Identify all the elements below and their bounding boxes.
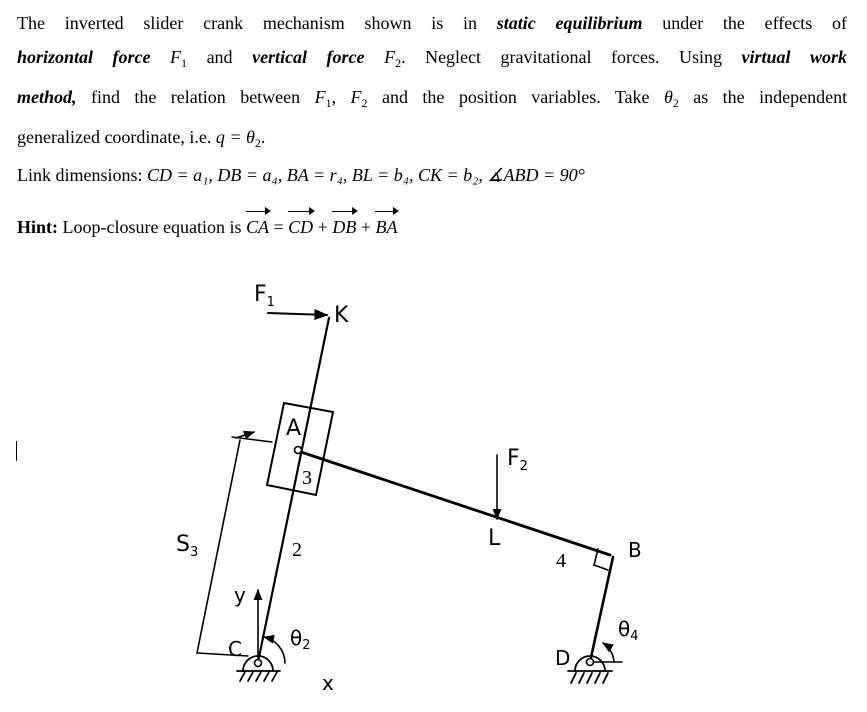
vector-ba: BA bbox=[375, 210, 397, 244]
label-d: D bbox=[555, 646, 571, 670]
label-y: y bbox=[234, 583, 246, 607]
force-f1-arrow bbox=[268, 313, 327, 315]
hint: Hint: Loop-closure equation is CA = CD + DB + BA bbox=[17, 210, 847, 244]
label-link-4: 4 bbox=[556, 550, 566, 572]
pin-a bbox=[295, 447, 302, 454]
label-f1: $F_1$ bbox=[254, 282, 275, 310]
label-link-3: 3 bbox=[302, 467, 312, 489]
pin-d bbox=[587, 659, 594, 666]
label-s3: $S_3$ bbox=[176, 532, 199, 560]
statement-line-2: horizontal force $F_1$ and vertical force $F_2$. Neglect gravitational forces. Using virtual work bbox=[17, 47, 848, 70]
label-link-2: 2 bbox=[292, 539, 302, 561]
s3-dimension-line bbox=[197, 440, 240, 653]
pin-c bbox=[255, 660, 262, 667]
label-theta4: $\theta_4$ bbox=[618, 617, 639, 644]
label-c: C bbox=[228, 637, 242, 661]
link-db bbox=[590, 557, 613, 662]
theta4-arc bbox=[603, 643, 614, 662]
label-k: K bbox=[334, 303, 349, 328]
label-f2: $F_2$ bbox=[507, 446, 528, 474]
label-a: A bbox=[286, 416, 302, 441]
s3-extension-top bbox=[232, 437, 272, 442]
vector-cd: CD bbox=[288, 210, 313, 244]
label-theta2: $\theta_2$ bbox=[290, 626, 311, 653]
dimension-equations: CD = a₁, DB = a₄, BA = r₄, BL = b₄, CK = b₂, ∡ABD = 90° bbox=[147, 165, 585, 185]
link-dimensions: Link dimensions: CD = a₁, DB = a₄, BA = r₄, BL = b₄, CK = b₂, ∡ABD = 90° bbox=[17, 165, 585, 185]
vector-ca: CA bbox=[246, 210, 269, 244]
label-x: x bbox=[322, 671, 334, 695]
s3-arrow bbox=[236, 432, 254, 438]
link-4 bbox=[298, 451, 610, 555]
label-l: L bbox=[488, 526, 501, 551]
statement-line-3: method, find the relation between $F_1$, $F_2$ and the position variables. Take $\theta_2$ as the independent bbox=[17, 87, 848, 110]
label-b: B bbox=[628, 538, 642, 562]
statement-line-1: The inverted slider crank mechanism shown is in static equilibrium under the effects of bbox=[17, 13, 848, 33]
statement-line-4: generalized coordinate, i.e. $q = \theta_2$. bbox=[17, 127, 266, 150]
vector-db: DB bbox=[332, 210, 356, 244]
